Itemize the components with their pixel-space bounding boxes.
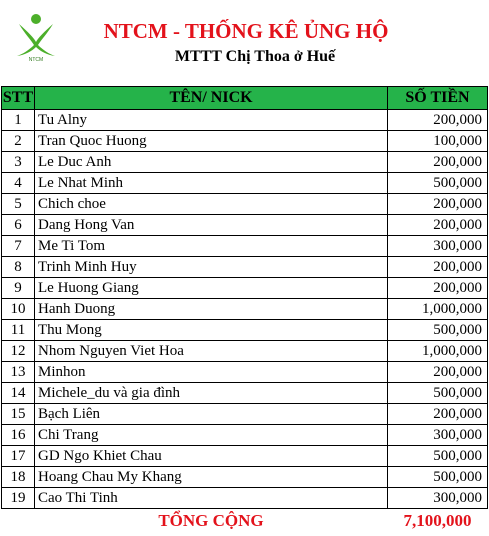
table-row [2,320,488,341]
table-row [2,110,488,131]
row-amount: 500,000 [388,467,488,488]
row-amount: 200,000 [388,362,488,383]
page-title: NTCM - THỐNG KÊ ỦNG HỘ [103,19,389,43]
row-stt: 7 [2,236,35,257]
row-amount: 200,000 [388,110,488,131]
total-row [2,509,488,534]
row-amount: 300,000 [388,488,488,509]
table-row [2,341,488,362]
row-stt: 8 [2,257,35,278]
row-name: Tu Alny [35,110,388,131]
row-amount: 200,000 [388,152,488,173]
row-name: Dang Hong Van [35,215,388,236]
table-row [2,152,488,173]
column-header-stt: STT [2,87,35,110]
row-amount: 300,000 [388,425,488,446]
row-amount: 500,000 [388,320,488,341]
table-row [2,257,488,278]
row-amount: 200,000 [388,215,488,236]
row-stt: 12 [2,341,35,362]
row-stt: 17 [2,446,35,467]
row-name: Hanh Duong [35,299,388,320]
row-name: Le Huong Giang [35,278,388,299]
donation-table [1,86,488,533]
row-stt: 4 [2,173,35,194]
table-row [2,299,488,320]
row-stt: 14 [2,383,35,404]
row-stt: 16 [2,425,35,446]
row-amount: 200,000 [388,194,488,215]
row-amount: 1,000,000 [388,341,488,362]
table-row [2,404,488,425]
total-amount: 7,100,000 [403,511,472,530]
logo-text: NTCM [28,57,44,62]
row-name: Bạch Liên [35,404,388,425]
row-stt: 15 [2,404,35,425]
row-stt: 5 [2,194,35,215]
row-amount: 500,000 [388,383,488,404]
row-name: Hoang Chau My Khang [35,467,388,488]
row-amount: 200,000 [388,257,488,278]
row-stt: 6 [2,215,35,236]
column-header-amount: SỐ TIỀN [388,87,488,110]
row-stt: 10 [2,299,35,320]
table-row [2,173,488,194]
row-name: Cao Thi Tinh [35,488,388,509]
table-row [2,236,488,257]
ntcm-logo-icon [14,12,58,62]
total-spacer [2,509,35,534]
row-name: Thu Mong [35,320,388,341]
table-header-row [2,87,488,110]
row-name: Nhom Nguyen Viet Hoa [35,341,388,362]
row-amount: 100,000 [388,131,488,152]
row-name: Chich choe [35,194,388,215]
row-amount: 1,000,000 [388,299,488,320]
table-row [2,362,488,383]
row-stt: 1 [2,110,35,131]
table-row [2,131,488,152]
row-stt: 3 [2,152,35,173]
column-header-name: TÊN/ NICK [35,87,388,110]
row-name: Chi Trang [35,425,388,446]
row-name: Me Ti Tom [35,236,388,257]
row-stt: 19 [2,488,35,509]
document-header [0,0,489,86]
row-amount: 300,000 [388,236,488,257]
table-row [2,467,488,488]
table-row [2,194,488,215]
row-amount: 200,000 [388,278,488,299]
row-name: Tran Quoc Huong [35,131,388,152]
row-amount: 500,000 [388,446,488,467]
table-row [2,446,488,467]
table-row [2,278,488,299]
row-stt: 11 [2,320,35,341]
row-name: Michele_du và gia đình [35,383,388,404]
table-row [2,425,488,446]
table-row [2,383,488,404]
table-row [2,488,488,509]
total-label: TỔNG CỘNG [158,511,264,530]
row-name: Le Duc Anh [35,152,388,173]
row-stt: 18 [2,467,35,488]
row-name: Minhon [35,362,388,383]
row-name: Le Nhat Minh [35,173,388,194]
row-amount: 200,000 [388,404,488,425]
row-name: GD Ngo Khiet Chau [35,446,388,467]
row-stt: 13 [2,362,35,383]
row-name: Trinh Minh Huy [35,257,388,278]
row-stt: 2 [2,131,35,152]
table-row [2,215,488,236]
page-subtitle: MTTT Chị Thoa ở Huế [174,48,336,65]
row-amount: 500,000 [388,173,488,194]
row-stt: 9 [2,278,35,299]
